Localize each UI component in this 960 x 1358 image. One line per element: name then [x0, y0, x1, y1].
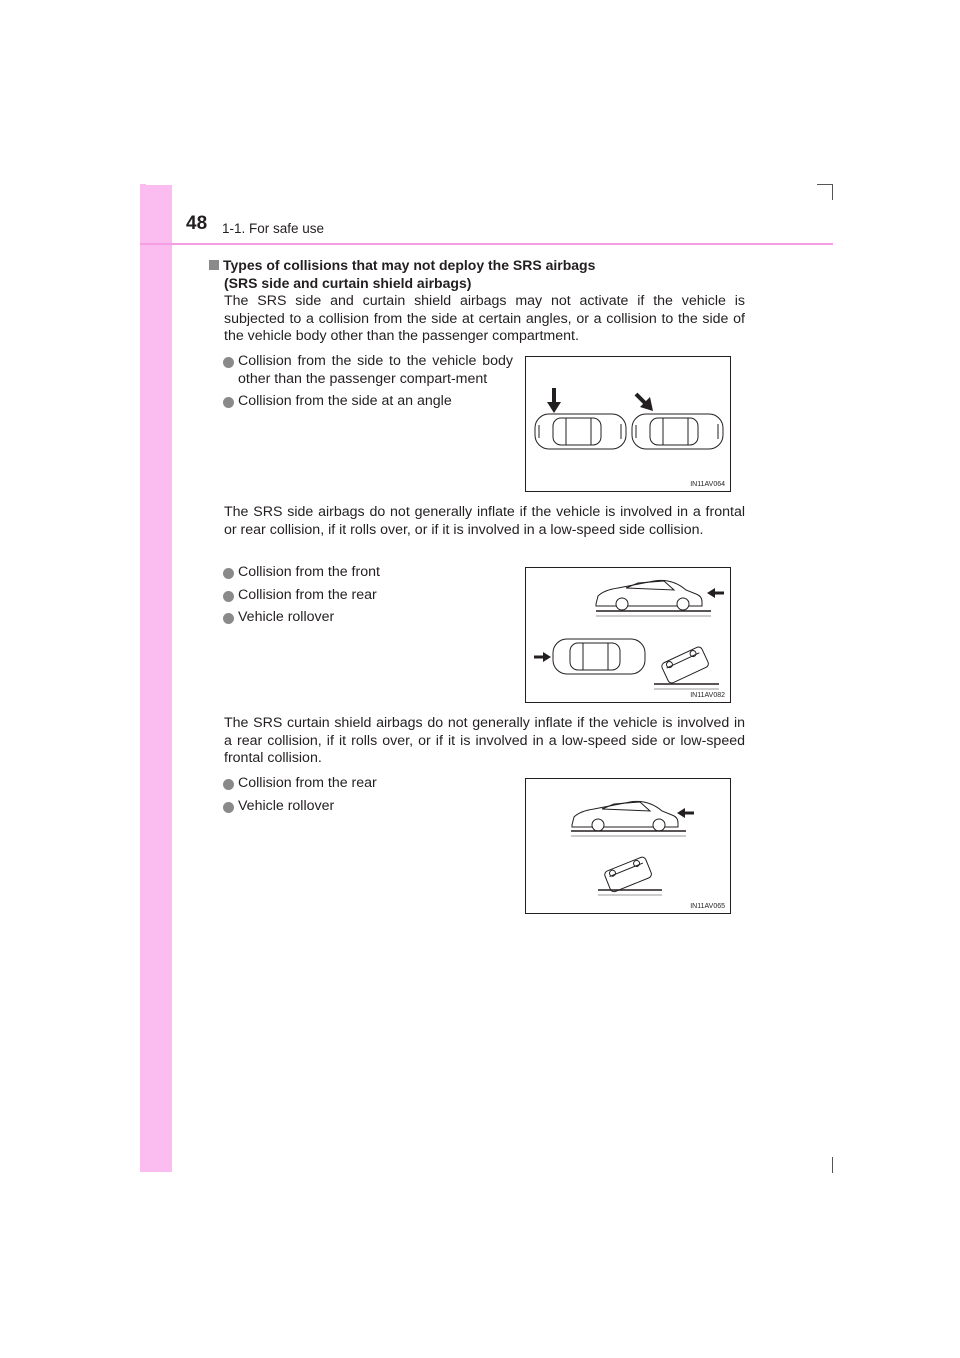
figure-rear-rollover [525, 778, 731, 914]
circle-bullet-icon [223, 357, 234, 368]
figure-code: IN11AV082 [690, 692, 725, 699]
paragraph-1: The SRS side and curtain shield airbags may not activate if the vehicle is subjected to a collision from the side at certain angles, or a collision to the side of the vehicle body other than the passenger compartment. [224, 293, 745, 345]
crop-mark-top-left [140, 184, 146, 185]
list-item: Collision from the front [223, 564, 513, 582]
list-item: Collision from the rear [223, 587, 513, 605]
paragraph-3: The SRS curtain shield airbags do not generally inflate if the vehicle is involved in a rear collision, if it rolls over, or if it is involved in a low-speed side or low-speed frontal collision. [224, 715, 745, 767]
chapter-tab-bar [140, 185, 172, 1172]
circle-bullet-icon [223, 779, 234, 790]
subsection-heading [209, 256, 749, 292]
circle-bullet-icon [223, 397, 234, 408]
list-item: Vehicle rollover [223, 609, 513, 627]
circle-bullet-icon [223, 591, 234, 602]
bullet-list-1 [223, 353, 513, 416]
figure-code: IN11AV064 [690, 481, 725, 488]
front-rear-rollover-illustration [526, 568, 732, 704]
bullet-list-3 [223, 775, 513, 820]
bullet-list-2 [223, 564, 513, 632]
heading-line-1 [209, 256, 749, 274]
page-number: 48 [186, 213, 208, 234]
circle-bullet-icon [223, 568, 234, 579]
list-item: Collision from the side to the vehicle body other than the passenger compart-ment [223, 353, 513, 388]
circle-bullet-icon [223, 613, 234, 624]
list-item: Vehicle rollover [223, 798, 513, 816]
circle-bullet-icon [223, 802, 234, 813]
paragraph-2: The SRS side airbags do not generally inflate if the vehicle is involved in a frontal or rear collision, if it rolls over, or if it is involved in a low-speed side collision. [224, 504, 745, 538]
heading-text-1: Types of collisions that may not deploy the SRS airbags [223, 257, 596, 273]
side-collision-illustration [526, 357, 732, 493]
crop-mark-top-right-h [817, 184, 833, 185]
heading-line-2: (SRS side and curtain shield airbags) [224, 275, 472, 291]
figure-side-collision [525, 356, 731, 492]
list-item: Collision from the side at an angle [223, 393, 513, 411]
crop-mark-top-right-v [832, 184, 833, 200]
header-rule [140, 243, 833, 245]
section-title: 1-1. For safe use [222, 221, 325, 236]
figure-code: IN11AV065 [690, 903, 725, 910]
figure-front-rear-rollover [525, 567, 731, 703]
crop-mark-bottom-right [832, 1157, 833, 1173]
rear-rollover-illustration [526, 779, 732, 915]
square-bullet-icon [209, 260, 219, 270]
list-item: Collision from the rear [223, 775, 513, 793]
